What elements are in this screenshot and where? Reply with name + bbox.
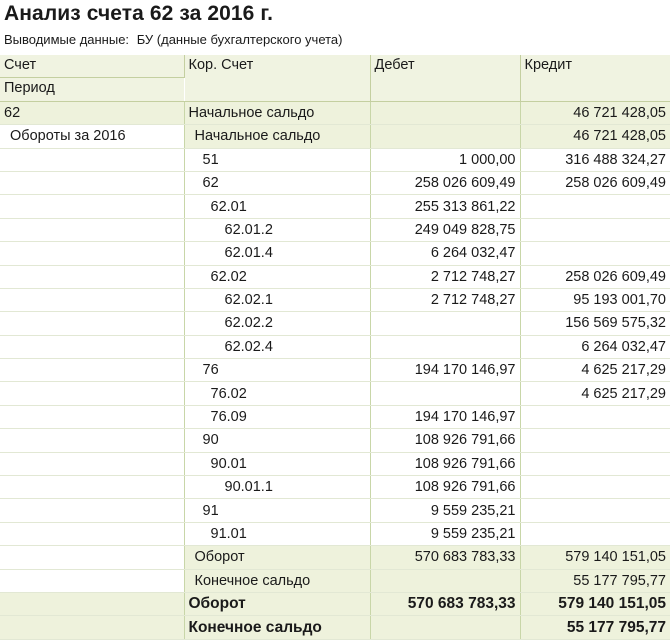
table-row[interactable] [0,335,670,358]
table-row[interactable] [0,195,670,218]
debit-cell [370,125,520,148]
credit-cell [520,429,670,452]
table-row[interactable] [0,359,670,382]
credit-cell [520,405,670,428]
credit-cell: 46 721 428,05 [520,125,670,148]
table-row[interactable] [0,101,670,124]
corr-cell: 51 [184,148,370,171]
table-row[interactable] [0,546,670,569]
corr-cell: 91 [184,499,370,522]
table-row[interactable] [0,429,670,452]
table-row[interactable] [0,125,670,148]
corr-cell: 62.01.4 [184,242,370,265]
debit-cell: 194 170 146,97 [370,359,520,382]
output-data-label: Выводимые данные: [4,32,130,47]
debit-cell [370,616,520,639]
header-account[interactable]: Счет [0,55,184,78]
credit-cell [520,452,670,475]
debit-cell [370,312,520,335]
account-analysis-table [0,55,670,640]
debit-cell: 108 926 791,66 [370,452,520,475]
credit-cell [520,522,670,545]
period-cell: Обороты за 2016 [0,125,184,148]
credit-cell [520,499,670,522]
debit-cell: 570 683 783,33 [370,592,520,615]
credit-cell: 579 140 151,05 [520,592,670,615]
credit-cell: 95 193 001,70 [520,288,670,311]
debit-cell: 1 000,00 [370,148,520,171]
credit-cell: 258 026 609,49 [520,171,670,194]
table-row[interactable] [0,171,670,194]
corr-cell: Оборот [184,546,370,569]
corr-cell: Конечное сальдо [184,569,370,592]
corr-cell: 90 [184,429,370,452]
credit-cell: 258 026 609,49 [520,265,670,288]
header-credit[interactable]: Кредит [520,55,670,101]
table-row[interactable] [0,499,670,522]
corr-cell: 62.01.2 [184,218,370,241]
debit-cell: 108 926 791,66 [370,476,520,499]
debit-cell: 2 712 748,27 [370,288,520,311]
debit-cell [370,101,520,124]
debit-cell: 258 026 609,49 [370,171,520,194]
credit-cell: 4 625 217,29 [520,359,670,382]
credit-cell: 55 177 795,77 [520,569,670,592]
report-subtitle [4,32,342,47]
corr-cell: Конечное сальдо [184,616,370,639]
corr-cell: 62.02 [184,265,370,288]
corr-cell: 76 [184,359,370,382]
header-row [0,55,670,78]
total-row[interactable] [0,592,670,615]
corr-cell: Начальное сальдо [184,101,370,124]
report-title: Анализ счета 62 за 2016 г. [4,2,274,25]
table-row[interactable] [0,148,670,171]
credit-cell: 316 488 324,27 [520,148,670,171]
credit-cell: 46 721 428,05 [520,101,670,124]
table-row[interactable] [0,265,670,288]
corr-cell: 76.09 [184,405,370,428]
header-debit[interactable]: Дебет [370,55,520,101]
corr-cell: Оборот [184,592,370,615]
debit-cell: 2 712 748,27 [370,265,520,288]
debit-cell [370,569,520,592]
debit-cell [370,382,520,405]
debit-cell: 6 264 032,47 [370,242,520,265]
table-row[interactable] [0,569,670,592]
debit-cell: 108 926 791,66 [370,429,520,452]
credit-cell: 6 264 032,47 [520,335,670,358]
corr-cell: 90.01 [184,452,370,475]
debit-cell [370,335,520,358]
debit-cell: 194 170 146,97 [370,405,520,428]
header-corr-account[interactable]: Кор. Счет [184,55,370,101]
table-row[interactable] [0,218,670,241]
table-row[interactable] [0,522,670,545]
corr-cell: 90.01.1 [184,476,370,499]
credit-cell [520,242,670,265]
debit-cell: 255 313 861,22 [370,195,520,218]
table-row[interactable] [0,288,670,311]
corr-cell: 91.01 [184,522,370,545]
total-row[interactable] [0,616,670,639]
corr-cell: Начальное сальдо [184,125,370,148]
header-period[interactable]: Период [0,78,184,101]
debit-cell: 9 559 235,21 [370,522,520,545]
corr-cell: 62 [184,171,370,194]
debit-cell: 9 559 235,21 [370,499,520,522]
debit-cell: 570 683 783,33 [370,546,520,569]
account-cell: 62 [0,101,184,124]
table-row[interactable] [0,476,670,499]
table-row[interactable] [0,405,670,428]
corr-cell: 62.02.4 [184,335,370,358]
debit-cell: 249 049 828,75 [370,218,520,241]
credit-cell: 579 140 151,05 [520,546,670,569]
table-row[interactable] [0,382,670,405]
output-data-value: БУ (данные бухгалтерского учета) [136,32,343,47]
credit-cell: 55 177 795,77 [520,616,670,639]
corr-cell: 62.01 [184,195,370,218]
credit-cell: 4 625 217,29 [520,382,670,405]
credit-cell [520,218,670,241]
table-row[interactable] [0,452,670,475]
credit-cell [520,476,670,499]
corr-cell: 62.02.2 [184,312,370,335]
credit-cell: 156 569 575,32 [520,312,670,335]
table-row[interactable] [0,312,670,335]
corr-cell: 76.02 [184,382,370,405]
table-row[interactable] [0,242,670,265]
corr-cell: 62.02.1 [184,288,370,311]
credit-cell [520,195,670,218]
